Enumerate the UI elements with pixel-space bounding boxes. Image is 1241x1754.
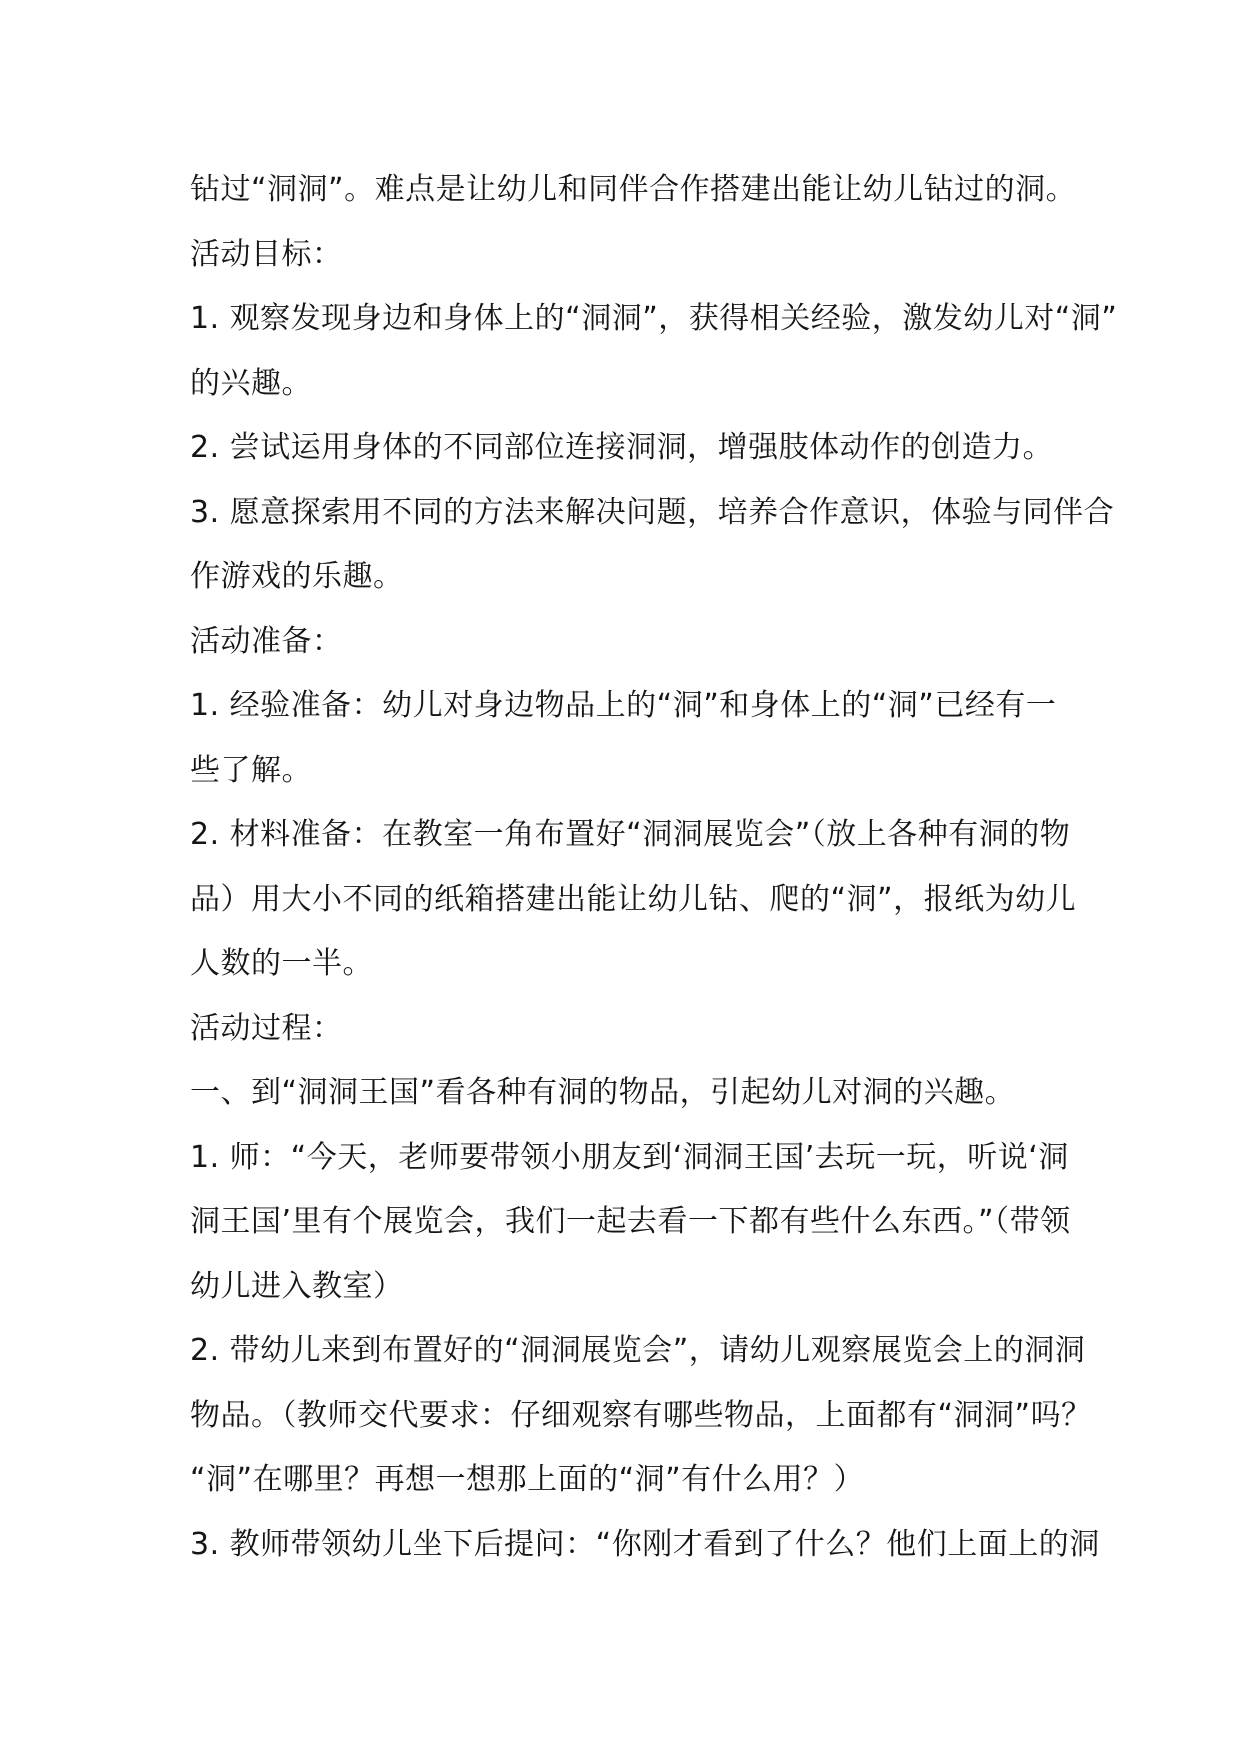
text-line: 2. 材料准备：在教室一角布置好“洞洞展览会”（放上各种有洞的物 [190, 817, 1071, 852]
text-line: 1. 师：“今天，老师要带领小朋友到‘洞洞王国’去玩一玩，听说‘洞 [190, 1139, 1069, 1175]
text-line: 幼儿进入教室） [190, 1268, 404, 1304]
text-line: 物品。（教师交代要求：仔细观察有哪些物品，上面都有“洞洞”吗？ [190, 1397, 1092, 1433]
text-line: “洞”在哪里？再想一想那上面的“洞”有什么用？） [190, 1462, 865, 1497]
text-line: 的兴趣。 [190, 365, 312, 401]
text-line: 1. 经验准备：幼儿对身边物品上的“洞”和身体上的“洞”已经有一 [190, 688, 1057, 723]
text-line: 钻过“洞洞”。难点是让幼儿和同伴合作搭建出能让幼儿钻过的洞。 [190, 172, 1077, 207]
text-line: 2. 带幼儿来到布置好的“洞洞展览会”，请幼儿观察展览会上的洞洞 [190, 1333, 1086, 1368]
section-heading-preparation: 活动准备： [190, 623, 343, 659]
text-line: 人数的一半。 [190, 946, 373, 981]
section-heading-goals: 活动目标： [190, 236, 343, 272]
document-body [190, 158, 1118, 1577]
text-line: 3. 愿意探索用不同的方法来解决问题，培养合作意识，体验与同伴合 [190, 494, 1115, 530]
text-line: 2. 尝试运用身体的不同部位连接洞洞，增强肢体动作的创造力。 [190, 430, 1054, 465]
text-line: 品）用大小不同的纸箱搭建出能让幼儿钻、爬的“洞”，报纸为幼儿 [190, 881, 1077, 917]
text-line: 作游戏的乐趣。 [190, 559, 404, 594]
text-line: 些了解。 [190, 752, 312, 788]
text-line: 1. 观察发现身边和身体上的“洞洞”，获得相关经验，激发幼儿对“洞” [190, 301, 1118, 336]
section-heading-process: 活动过程： [190, 1010, 343, 1046]
text-line: 3. 教师带领幼儿坐下后提问：“你刚才看到了什么？他们上面上的洞 [190, 1526, 1100, 1562]
text-line: 一、到“洞洞王国”看各种有洞的物品，引起幼儿对洞的兴趣。 [190, 1075, 1016, 1110]
text-line: 洞王国’里有个展览会，我们一起去看一下都有些什么东西。”（带领 [190, 1204, 1071, 1239]
